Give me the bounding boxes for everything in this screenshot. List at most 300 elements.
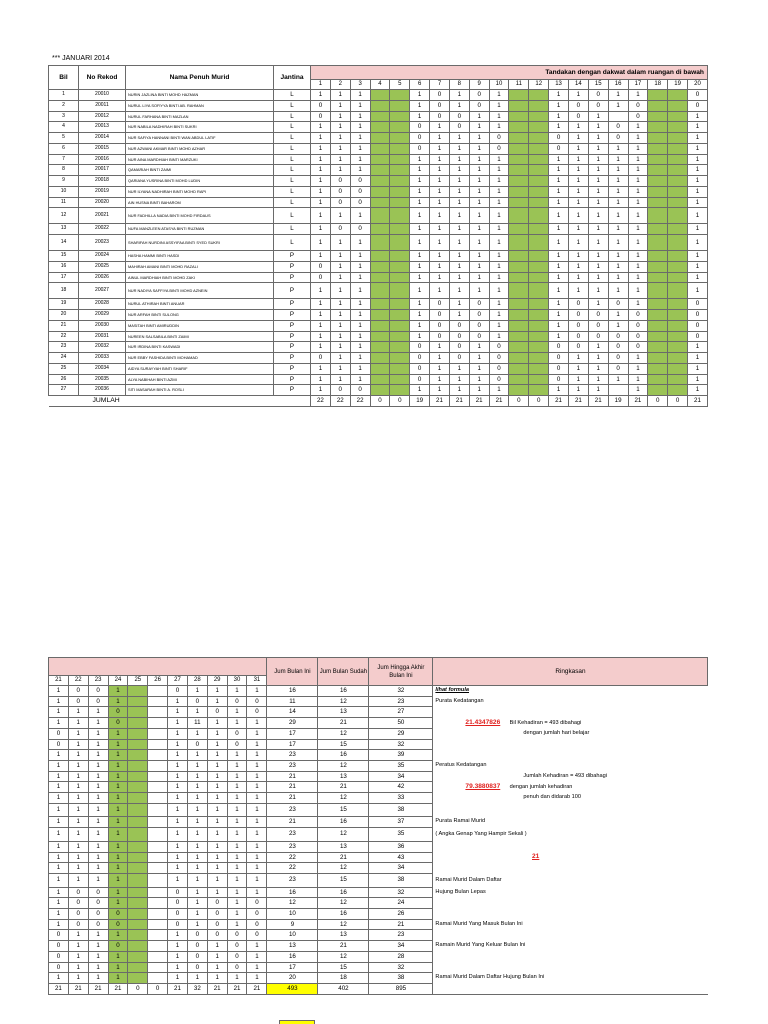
student-no-rekod: 20025: [79, 261, 126, 272]
attendance-cell: 1: [88, 728, 108, 739]
attendance-cell: 1: [207, 817, 227, 828]
attendance-cell: 1: [628, 272, 648, 283]
attendance-cell: [509, 331, 529, 342]
student-no-rekod: 20019: [79, 186, 126, 197]
attendance-cell: 0: [49, 739, 69, 750]
attendance-cell: 1: [688, 272, 708, 283]
day-number-27: 27: [168, 676, 188, 686]
attendance-cell: 0: [187, 941, 207, 952]
attendance-cell: 1: [311, 176, 331, 187]
attendance-cell: 1: [311, 283, 331, 299]
attendance-cell: 1: [330, 299, 350, 310]
jum-bulan-sudah: 15: [318, 873, 369, 887]
attendance-cell: 1: [311, 299, 331, 310]
attendance-cell: 1: [489, 385, 509, 396]
attendance-cell: [148, 707, 168, 718]
attendance-cell: [668, 272, 688, 283]
attendance-cell: 1: [88, 817, 108, 828]
attendance-cell: [509, 353, 529, 364]
attendance-cell: 1: [449, 224, 469, 235]
attendance-cell: 1: [168, 728, 188, 739]
attendance-cell: 1: [187, 841, 207, 852]
attendance-cell: 1: [350, 342, 370, 353]
student-no-rekod: 20030: [79, 320, 126, 331]
ramai-daftar-label: Ramai Murid Dalam Daftar: [435, 876, 502, 883]
student-name: AINUL MARDHIAH BINTI MOHD ZAKI: [126, 272, 274, 283]
attendance-cell: [128, 919, 148, 930]
jum-hingga: 23: [369, 696, 433, 707]
totals-row: [49, 396, 708, 407]
attendance-cell: [390, 154, 410, 165]
attendance-cell: 1: [207, 760, 227, 771]
attendance-cell: 1: [108, 930, 128, 941]
student-no-rekod: 20033: [79, 353, 126, 364]
attendance-cell: 1: [350, 165, 370, 176]
attendance-cell: 1: [108, 728, 128, 739]
header-ringkasan: Ringkasan: [433, 658, 708, 686]
attendance-cell: 1: [628, 235, 648, 251]
attendance-cell: 1: [227, 863, 247, 874]
attendance-cell: 1: [187, 887, 207, 898]
attendance-cell: 1: [88, 782, 108, 793]
student-row: [49, 363, 708, 374]
attendance-cell: 0: [449, 353, 469, 364]
day-number-21: 21: [49, 676, 69, 686]
attendance-cell: 1: [410, 261, 430, 272]
attendance-cell: 1: [168, 739, 188, 750]
attendance-cell: 1: [247, 728, 267, 739]
attendance-cell: 0: [410, 342, 430, 353]
attendance-cell: 1: [410, 111, 430, 122]
student-name: NURUL FARHANA BINTI MAZLAN: [126, 111, 274, 122]
attendance-cell: 1: [688, 363, 708, 374]
attendance-cell: [668, 176, 688, 187]
attendance-cell: 0: [330, 176, 350, 187]
student-no-rekod: 20021: [79, 208, 126, 224]
attendance-cell: 1: [227, 771, 247, 782]
jum-bulan-sudah: 15: [318, 739, 369, 750]
attendance-cell: [370, 320, 390, 331]
attendance-cell: 1: [410, 186, 430, 197]
attendance-cell: [668, 283, 688, 299]
attendance-cell: 1: [410, 154, 430, 165]
attendance-cell: 1: [688, 353, 708, 364]
attendance-cell: 1: [688, 374, 708, 385]
attendance-cell: 1: [628, 224, 648, 235]
jum-bulan-ini: 22: [267, 852, 318, 863]
attendance-cell: 1: [549, 176, 569, 187]
attendance-cell: 1: [207, 873, 227, 887]
student-row: [49, 374, 708, 385]
student-no-rekod: 20035: [79, 374, 126, 385]
attendance-cell: [390, 224, 410, 235]
attendance-cell: 1: [68, 852, 88, 863]
attendance-cell: 0: [227, 930, 247, 941]
jum-hingga: 33: [369, 793, 433, 804]
attendance-cell: 1: [247, 803, 267, 817]
attendance-cell: 1: [489, 224, 509, 235]
attendance-cell: 1: [168, 782, 188, 793]
student-name: QARIANA YUSRINA BINTI MOHD LUDIN: [126, 176, 274, 187]
attendance-cell: [648, 186, 668, 197]
attendance-cell: 1: [49, 760, 69, 771]
attendance-cell: [128, 973, 148, 984]
attendance-cell: [370, 186, 390, 197]
attendance-cell: 1: [49, 817, 69, 828]
student-row-2: [49, 898, 708, 909]
attendance-cell: 1: [410, 283, 430, 299]
student-bil: 21: [49, 320, 79, 331]
attendance-cell: [148, 828, 168, 842]
attendance-cell: 1: [449, 261, 469, 272]
student-row-2: [49, 909, 708, 920]
attendance-cell: 1: [489, 299, 509, 310]
purata-note-1: Bil Kehadiran = 493 dibahagi: [509, 719, 582, 726]
attendance-cell: 1: [68, 707, 88, 718]
student-row: [49, 208, 708, 224]
attendance-cell: 1: [311, 320, 331, 331]
attendance-cell: 1: [588, 235, 608, 251]
attendance-cell: 1: [68, 803, 88, 817]
attendance-cell: 1: [568, 272, 588, 283]
attendance-cell: 1: [227, 973, 247, 984]
attendance-cell: 1: [688, 342, 708, 353]
attendance-cell: [148, 909, 168, 920]
attendance-cell: [370, 272, 390, 283]
attendance-cell: 1: [49, 696, 69, 707]
attendance-cell: 0: [330, 197, 350, 208]
attendance-cell: 0: [688, 100, 708, 111]
total-day: 21: [247, 983, 267, 994]
attendance-cell: 1: [608, 197, 628, 208]
attendance-cell: 0: [49, 728, 69, 739]
attendance-cell: [509, 224, 529, 235]
attendance-cell: 0: [207, 909, 227, 920]
attendance-cell: 1: [227, 707, 247, 718]
attendance-cell: 1: [549, 310, 569, 321]
attendance-cell: 1: [628, 154, 648, 165]
attendance-cell: 1: [187, 771, 207, 782]
attendance-cell: 0: [350, 385, 370, 396]
attendance-cell: 11: [187, 718, 207, 729]
ringkasan-cell: [433, 873, 708, 887]
attendance-cell: 1: [108, 973, 128, 984]
attendance-cell: 1: [469, 251, 489, 262]
attendance-cell: 1: [430, 283, 450, 299]
jum-bulan-sudah: 16: [318, 817, 369, 828]
header-bil: Bil: [49, 66, 79, 90]
attendance-cell: [668, 385, 688, 396]
attendance-cell: 1: [549, 272, 569, 283]
student-jantina: P: [274, 310, 311, 321]
jum-bulan-sudah: 13: [318, 841, 369, 852]
attendance-cell: 1: [108, 873, 128, 887]
attendance-cell: 1: [311, 186, 331, 197]
attendance-cell: 1: [469, 235, 489, 251]
jum-bulan-ini: 16: [267, 686, 318, 697]
student-name: NUR ARFAH BINTI SULONG: [126, 310, 274, 321]
student-row: [49, 235, 708, 251]
attendance-cell: 1: [688, 235, 708, 251]
attendance-cell: 1: [549, 197, 569, 208]
attendance-cell: 1: [68, 873, 88, 887]
attendance-cell: 1: [350, 261, 370, 272]
attendance-cell: 1: [350, 320, 370, 331]
attendance-cell: 1: [350, 353, 370, 364]
student-bil: 19: [49, 299, 79, 310]
attendance-cell: 1: [628, 385, 648, 396]
attendance-cell: [648, 111, 668, 122]
student-row-2: [49, 803, 708, 817]
attendance-cell: 1: [108, 782, 128, 793]
attendance-cell: 1: [430, 133, 450, 144]
ringkasan-cell: [433, 852, 708, 863]
attendance-cell: [529, 310, 549, 321]
attendance-cell: 1: [247, 863, 267, 874]
attendance-cell: 1: [469, 165, 489, 176]
attendance-cell: [148, 951, 168, 962]
attendance-cell: [648, 374, 668, 385]
student-jantina: L: [274, 122, 311, 133]
attendance-cell: [509, 272, 529, 283]
attendance-cell: 1: [247, 817, 267, 828]
attendance-cell: 1: [568, 154, 588, 165]
attendance-cell: [509, 143, 529, 154]
attendance-cell: 0: [108, 919, 128, 930]
student-name: AIN HUSNA BINTI BAHAROM: [126, 197, 274, 208]
attendance-cell: 1: [68, 728, 88, 739]
attendance-cell: 0: [688, 320, 708, 331]
peratus-note-1: Jumlah Kehadiran = 493 dibahagi: [523, 772, 607, 779]
attendance-cell: [529, 143, 549, 154]
student-jantina: L: [274, 208, 311, 224]
student-bil: 6: [49, 143, 79, 154]
student-row-2: [49, 852, 708, 863]
attendance-cell: [668, 111, 688, 122]
jum-hingga: 23: [369, 930, 433, 941]
student-row-2: [49, 686, 708, 697]
attendance-cell: [148, 696, 168, 707]
attendance-cell: [390, 310, 410, 321]
attendance-cell: 1: [108, 696, 128, 707]
jum-bulan-ini: 23: [267, 803, 318, 817]
attendance-cell: 1: [247, 873, 267, 887]
attendance-cell: 1: [688, 143, 708, 154]
attendance-cell: 1: [489, 208, 509, 224]
attendance-cell: 1: [608, 154, 628, 165]
attendance-cell: [128, 771, 148, 782]
total-day: 21: [588, 396, 608, 407]
student-no-rekod: 20013: [79, 122, 126, 133]
attendance-cell: 0: [49, 951, 69, 962]
totals-row-2: [49, 983, 708, 994]
student-row: [49, 251, 708, 262]
attendance-cell: [529, 320, 549, 331]
total-day: 21: [68, 983, 88, 994]
student-bil: 10: [49, 186, 79, 197]
attendance-cell: 1: [49, 873, 69, 887]
attendance-cell: 1: [410, 385, 430, 396]
student-row: [49, 165, 708, 176]
attendance-cell: [390, 363, 410, 374]
attendance-cell: 1: [549, 122, 569, 133]
student-row: [49, 342, 708, 353]
purata-ramai-label: Purata Ramai Murid: [435, 818, 486, 825]
attendance-cell: 1: [608, 224, 628, 235]
attendance-cell: 1: [469, 283, 489, 299]
jum-bulan-sudah: 12: [318, 898, 369, 909]
attendance-cell: [648, 261, 668, 272]
jum-bulan-ini: 17: [267, 962, 318, 973]
attendance-cell: 0: [568, 100, 588, 111]
attendance-cell: 1: [430, 251, 450, 262]
total-day: 22: [350, 396, 370, 407]
attendance-cell: 1: [330, 111, 350, 122]
student-jantina: P: [274, 374, 311, 385]
attendance-cell: [509, 154, 529, 165]
attendance-cell: [390, 165, 410, 176]
attendance-cell: 1: [350, 251, 370, 262]
attendance-cell: 0: [469, 310, 489, 321]
student-jantina: P: [274, 261, 311, 272]
jum-bulan-sudah: 15: [318, 803, 369, 817]
day-number-18: 18: [648, 80, 668, 90]
attendance-cell: [648, 320, 668, 331]
attendance-cell: 0: [568, 299, 588, 310]
jum-bulan-sudah: 13: [318, 930, 369, 941]
total-day: 21: [628, 396, 648, 407]
attendance-cell: [648, 90, 668, 101]
student-bil: 23: [49, 342, 79, 353]
attendance-cell: [509, 100, 529, 111]
attendance-cell: 1: [330, 208, 350, 224]
attendance-cell: 0: [311, 111, 331, 122]
attendance-cell: 1: [628, 299, 648, 310]
attendance-cell: 1: [430, 197, 450, 208]
attendance-cell: [370, 374, 390, 385]
attendance-cell: 1: [227, 898, 247, 909]
attendance-cell: 0: [88, 686, 108, 697]
ringkasan-cell: [433, 760, 708, 771]
attendance-cell: 1: [168, 951, 188, 962]
attendance-cell: 1: [430, 261, 450, 272]
attendance-cell: 1: [168, 750, 188, 761]
attendance-cell: 0: [49, 941, 69, 952]
attendance-cell: 1: [469, 261, 489, 272]
day-number-9: 9: [469, 80, 489, 90]
day-number-31: 31: [247, 676, 267, 686]
attendance-cell: 0: [469, 299, 489, 310]
attendance-cell: 0: [628, 320, 648, 331]
student-name: ALYA NABIHAH BINTI AZMI: [126, 374, 274, 385]
attendance-cell: 0: [489, 374, 509, 385]
attendance-cell: 1: [49, 973, 69, 984]
attendance-cell: 1: [68, 962, 88, 973]
attendance-cell: [648, 122, 668, 133]
attendance-cell: 1: [247, 739, 267, 750]
attendance-cell: 1: [489, 283, 509, 299]
student-name: NUR EBBY FASHIDA BINTI MOHAMAD: [126, 353, 274, 364]
day-number-14: 14: [568, 80, 588, 90]
attendance-cell: 1: [449, 310, 469, 321]
attendance-cell: [370, 176, 390, 187]
day-number-23: 23: [88, 676, 108, 686]
attendance-cell: 0: [108, 718, 128, 729]
attendance-cell: 0: [410, 143, 430, 154]
attendance-cell: 1: [207, 793, 227, 804]
attendance-cell: [390, 235, 410, 251]
student-jantina: L: [274, 133, 311, 144]
student-no-rekod: 20027: [79, 283, 126, 299]
attendance-cell: 1: [430, 208, 450, 224]
attendance-cell: 0: [168, 909, 188, 920]
attendance-cell: 1: [430, 374, 450, 385]
attendance-cell: [529, 186, 549, 197]
jum-hingga: 32: [369, 962, 433, 973]
attendance-cell: 0: [449, 342, 469, 353]
attendance-cell: [390, 208, 410, 224]
attendance-cell: [390, 320, 410, 331]
attendance-cell: 1: [489, 165, 509, 176]
attendance-cell: 0: [330, 385, 350, 396]
attendance-cell: [390, 111, 410, 122]
total-day: 0: [648, 396, 668, 407]
attendance-cell: [668, 154, 688, 165]
attendance-cell: 1: [350, 235, 370, 251]
student-no-rekod: 20026: [79, 272, 126, 283]
attendance-cell: 1: [168, 973, 188, 984]
attendance-cell: 0: [227, 739, 247, 750]
attendance-cell: 1: [330, 100, 350, 111]
attendance-cell: [390, 90, 410, 101]
attendance-cell: 1: [469, 385, 489, 396]
attendance-cell: 1: [568, 374, 588, 385]
attendance-cell: 1: [88, 750, 108, 761]
attendance-cell: 1: [549, 320, 569, 331]
student-no-rekod: 20024: [79, 251, 126, 262]
attendance-cell: 1: [88, 771, 108, 782]
attendance-cell: [390, 299, 410, 310]
attendance-cell: 0: [568, 342, 588, 353]
student-name: QAMARIAH BINTI ZAIMI: [126, 165, 274, 176]
attendance-cell: 1: [330, 374, 350, 385]
jum-bulan-ini: 23: [267, 760, 318, 771]
attendance-cell: 1: [168, 718, 188, 729]
jum-bulan-sudah: 12: [318, 760, 369, 771]
attendance-cell: 1: [549, 235, 569, 251]
attendance-cell: 1: [227, 793, 247, 804]
jum-bulan-ini: 16: [267, 887, 318, 898]
attendance-cell: 0: [410, 374, 430, 385]
attendance-cell: [128, 873, 148, 887]
instruction-header: Tandakan dengan dakwat dalam ruangan di bawah: [311, 66, 708, 80]
attendance-cell: 1: [608, 165, 628, 176]
purata-note-2: dengan jumlah hari belajar: [523, 729, 590, 736]
attendance-cell: 1: [88, 828, 108, 842]
attendance-cell: 1: [568, 143, 588, 154]
attendance-cell: 1: [330, 251, 350, 262]
attendance-cell: 1: [108, 962, 128, 973]
student-no-rekod: 20011: [79, 100, 126, 111]
attendance-cell: [529, 208, 549, 224]
attendance-cell: [509, 133, 529, 144]
student-row-2: [49, 728, 708, 739]
student-jantina: L: [274, 165, 311, 176]
attendance-cell: [128, 909, 148, 920]
jum-bulan-sudah: 21: [318, 782, 369, 793]
student-jantina: P: [274, 353, 311, 364]
attendance-cell: 1: [68, 760, 88, 771]
